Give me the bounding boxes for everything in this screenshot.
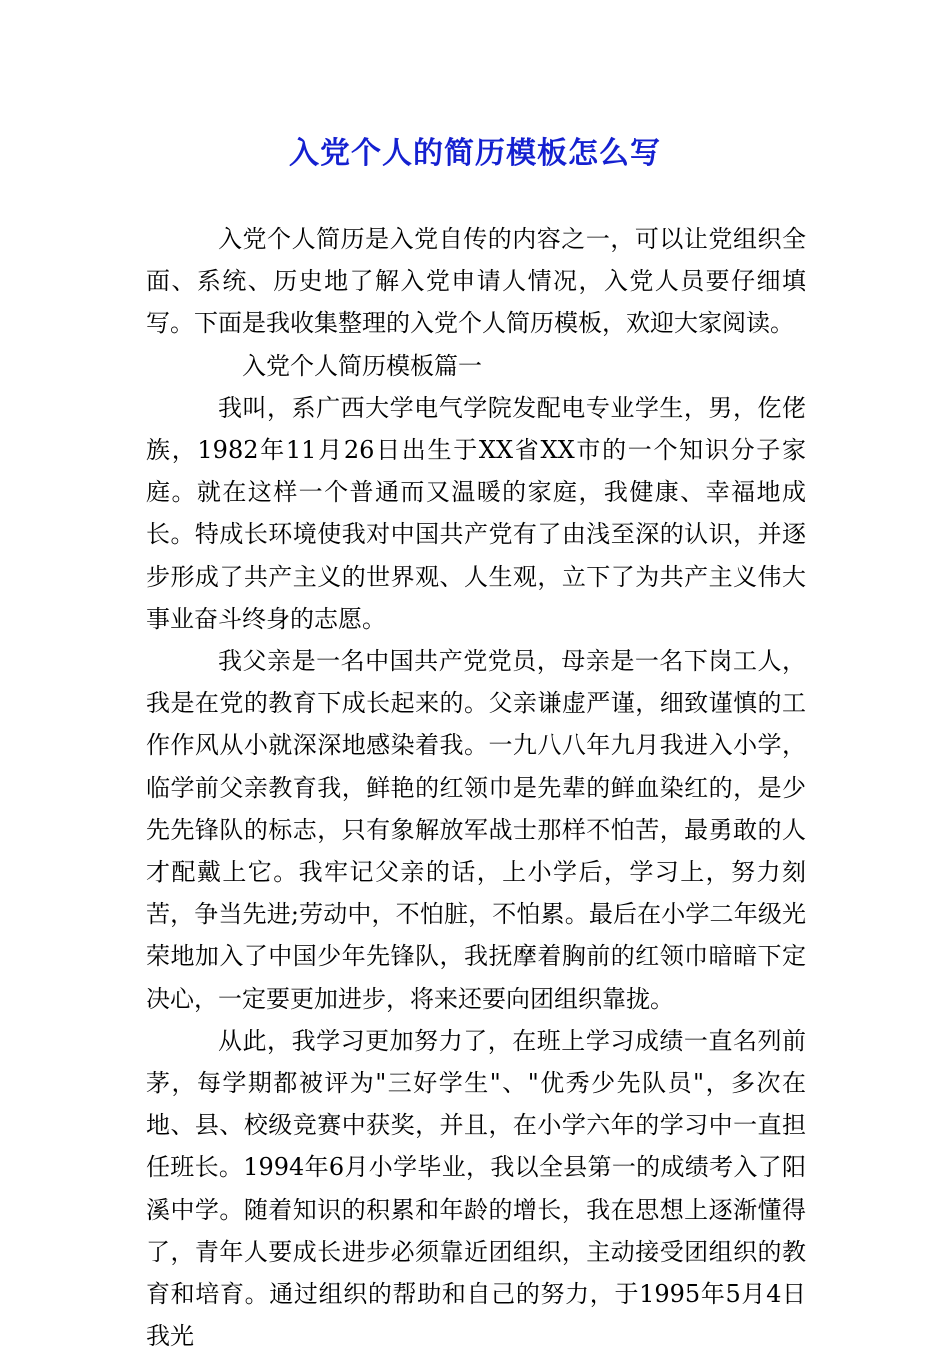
intro-paragraph: 入党个人简历是入党自传的内容之一，可以让党组织全面、系统、历史地了解入党申请人情况，入党人员要仔细填写。下面是我收集整理的入党个人简历模板，欢迎大家阅读。 [146,225,806,338]
section-heading: 入党个人简历模板篇一 [242,351,482,380]
body-paragraph: 我父亲是一名中国共产党党员，母亲是一名下岗工人，我是在党的教育下成长起来的。父亲谦虚严谨，细致谨慎的工作作风从小就深深地感染着我。一九八八年九月我进入小学，临学前父亲教育我，鲜艳的红领巾是先辈的鲜血染红的，是少先先锋队的标志，只有象解放军战士那样不怕苦，最勇敢的人才配戴上它。我牢记父亲的话，上小学后，学习上，努力刻苦，争当先进;劳动中，不怕脏，不怕累。最后在小学二年级光荣地加入了中国少年先锋队，我抚摩着胸前的红领巾暗暗下定决心，一定要更加进步，将来还要向团组织靠拢。 [146,647,806,1013]
body-paragraph: 从此，我学习更加努力了，在班上学习成绩一直名列前茅，每学期都被评为"三好学生"、"优秀少先队员"，多次在地、县、校级竞赛中获奖，并且，在小学六年的学习中一直担任班长。1994年6月小学毕业，我以全县第一的成绩考入了阳溪中学。随着知识的积累和年龄的增长，我在思想上逐渐懂得了，青年人要成长进步必须靠近团组织，主动接受团组织的教育和培育。通过组织的帮助和自己的努力，于1995年5月4日我光 [146,1026,806,1351]
body-paragraph: 我叫，系广西大学电气学院发配电专业学生，男，仡佬族，1982年11月26日出生于XX省XX市的一个知识分子家庭。就在这样一个普通而又温暖的家庭，我健康、幸福地成长。特成长环境使我对中国共产党有了由浅至深的认识，并逐步形成了共产主义的世界观、人生观，立下了为共产主义伟大事业奋斗终身的志愿。 [146,393,806,633]
document-title: 入党个人的简历模板怎么写 [289,136,661,171]
document-body [146,218,806,1357]
